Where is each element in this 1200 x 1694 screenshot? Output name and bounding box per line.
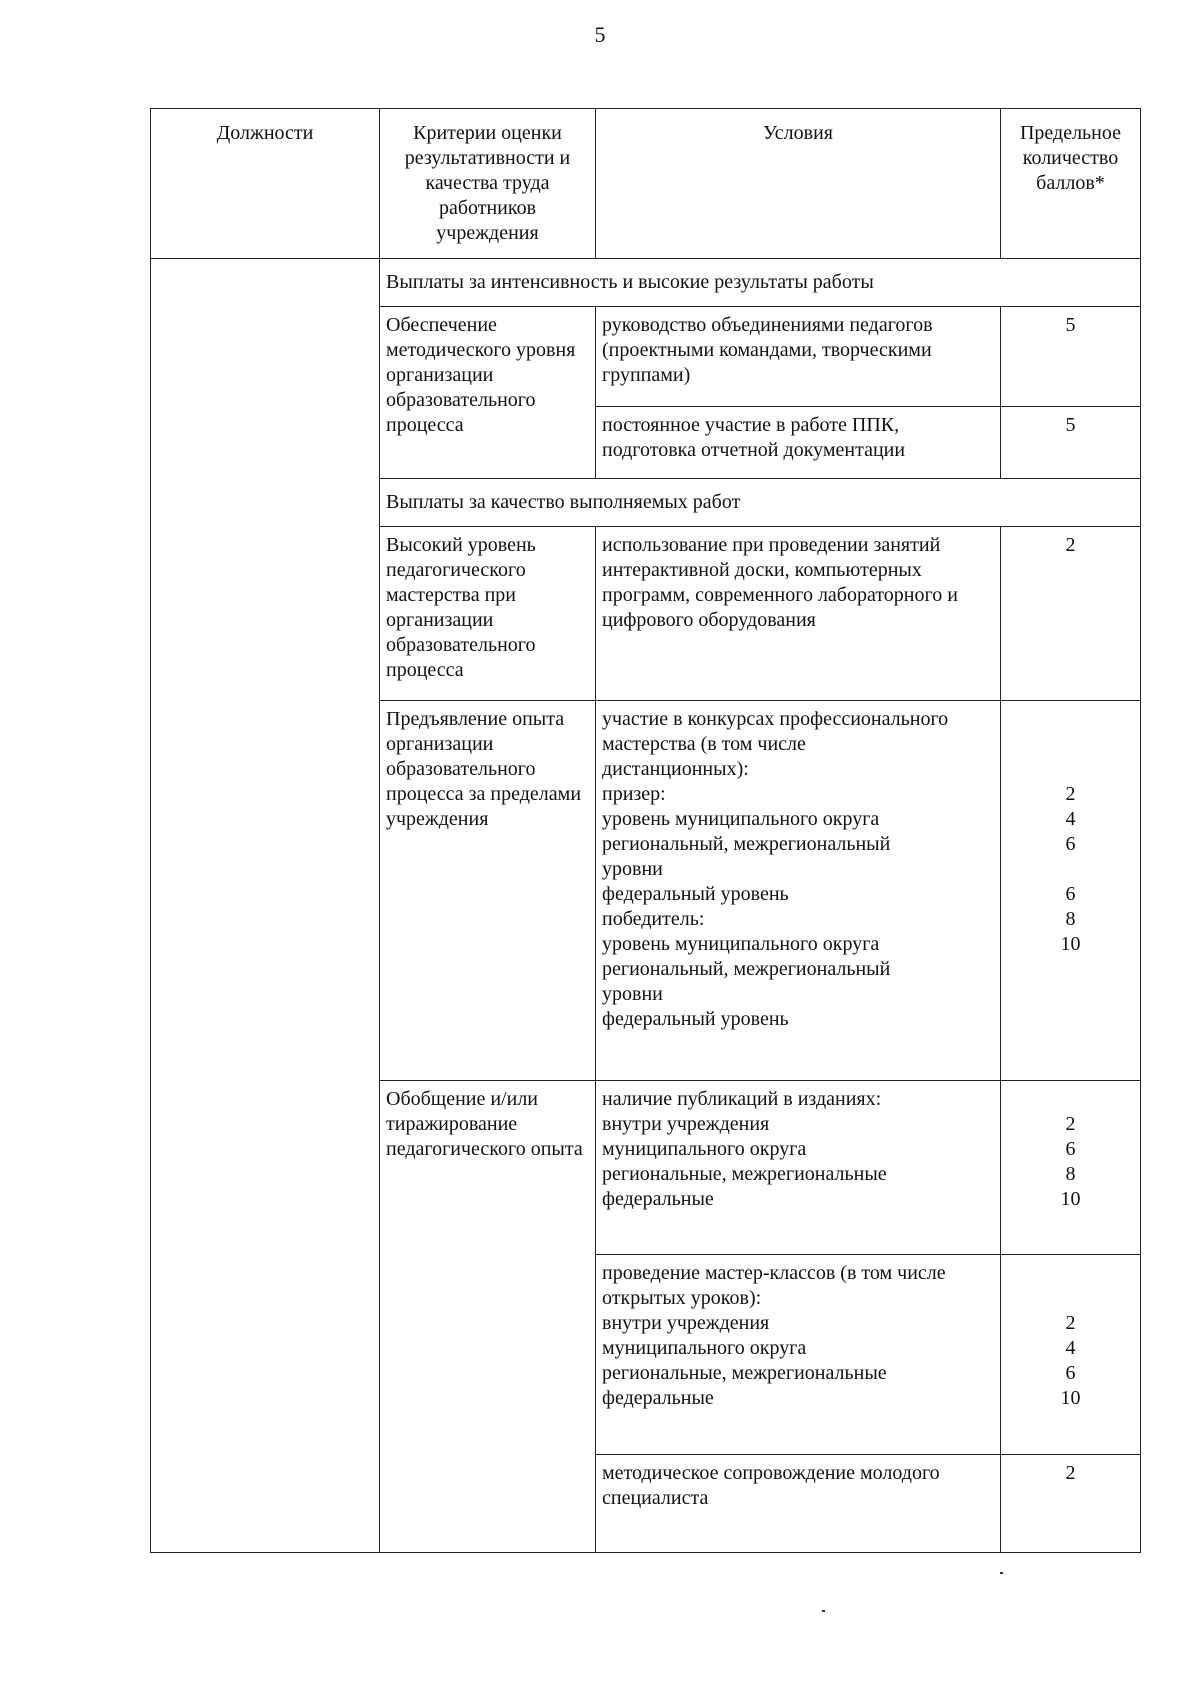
experience-line: уровни [602,983,663,1005]
experience-point: 10 [1060,933,1081,955]
page-number: 5 [594,22,606,47]
experience-line: федеральный уровень [602,883,789,905]
criterion-publications: Обобщение и/или тиражирование педагогического опыта [380,1081,596,1553]
condition-masterclasses [596,1255,1001,1455]
section-title-quality: Выплаты за качество выполняемых работ [380,479,1141,527]
header-position: Должности [151,109,380,259]
points-methodical-2: 5 [1001,407,1141,479]
scan-speck [1000,1572,1003,1574]
points-mastery: 2 [1001,527,1141,701]
section-title-intensity: Выплаты за интенсивность и высокие результаты работы [380,259,1141,307]
header-row [151,109,1141,259]
position-cell [151,259,380,1553]
experience-line: федеральный уровень [602,1008,789,1030]
points-mentoring: 2 [1001,1455,1141,1553]
evaluation-table [150,108,1141,1553]
condition-methodical-1: руководство объединениями педагогов (проектными командами, творческими группами) [596,307,1001,407]
points-experience [1001,701,1141,1081]
points-masterclasses [1001,1255,1141,1455]
masterclasses-point: 10 [1060,1387,1081,1409]
masterclasses-point: 4 [1065,1337,1076,1359]
publications-line: внутри учреждения [602,1113,770,1135]
experience-line: призер: [602,783,666,805]
experience-line: уровень муниципального округа [602,933,880,955]
experience-line: дистанционных): [602,758,749,780]
points-methodical-1: 5 [1001,307,1141,407]
publications-line: муниципального округа [602,1138,807,1160]
header-conditions: Условия [596,109,1001,259]
experience-point: 4 [1065,808,1076,830]
condition-mentoring: методическое сопровождение молодого специалиста [596,1455,1001,1553]
experience-line: региональный, межрегиональный [602,958,891,980]
condition-methodical-2: постоянное участие в работе ППК, подготовка отчетной документации [596,407,1001,479]
masterclasses-line: внутри учреждения [602,1312,770,1334]
experience-line: мастерства (в том числе [602,733,806,755]
masterclasses-line: муниципального округа [602,1337,807,1359]
masterclasses-line: проведение мастер-классов (в том числе [602,1262,946,1284]
scan-speck [822,1610,825,1612]
publications-point: 10 [1060,1188,1081,1210]
publications-line: региональные, межрегиональные [602,1163,887,1185]
experience-line: уровень муниципального округа [602,808,880,830]
experience-point: 6 [1065,883,1076,905]
condition-publications [596,1081,1001,1255]
points-publications [1001,1081,1141,1255]
masterclasses-line: региональные, межрегиональные [602,1362,887,1384]
masterclasses-line: федеральные [602,1387,714,1409]
masterclasses-point: 6 [1065,1362,1076,1384]
criterion-methodical: Обеспечение методического уровня организации образовательного процесса [380,307,596,479]
experience-point: 6 [1065,833,1076,855]
experience-line: участие в конкурсах профессионального [602,708,949,730]
criterion-experience: Предъявление опыта организации образовательного процесса за пределами учреждения [380,701,596,1081]
publications-line: наличие публикаций в изданиях: [602,1088,882,1110]
publications-line: федеральные [602,1188,714,1210]
condition-experience [596,701,1001,1081]
header-criteria: Критерии оценки результативности и качества труда работников учреждения [380,109,596,259]
masterclasses-point: 2 [1065,1312,1076,1334]
header-max-points: Предельное количество баллов* [1001,109,1141,259]
publications-point: 6 [1065,1138,1076,1160]
experience-line: уровни [602,858,663,880]
criterion-mastery: Высокий уровень педагогического мастерства при организации образовательного процесса [380,527,596,701]
experience-line: региональный, межрегиональный [602,833,891,855]
experience-point: 2 [1065,783,1076,805]
section-row-intensity [151,259,1141,307]
publications-point: 2 [1065,1113,1076,1135]
publications-point: 8 [1065,1163,1076,1185]
experience-point: 8 [1065,908,1076,930]
experience-line: победитель: [602,908,705,930]
condition-mastery: использование при проведении занятий интерактивной доски, компьютерных программ, современного лабораторного и цифрового оборудования [596,527,1001,701]
masterclasses-line: открытых уроков): [602,1287,762,1309]
